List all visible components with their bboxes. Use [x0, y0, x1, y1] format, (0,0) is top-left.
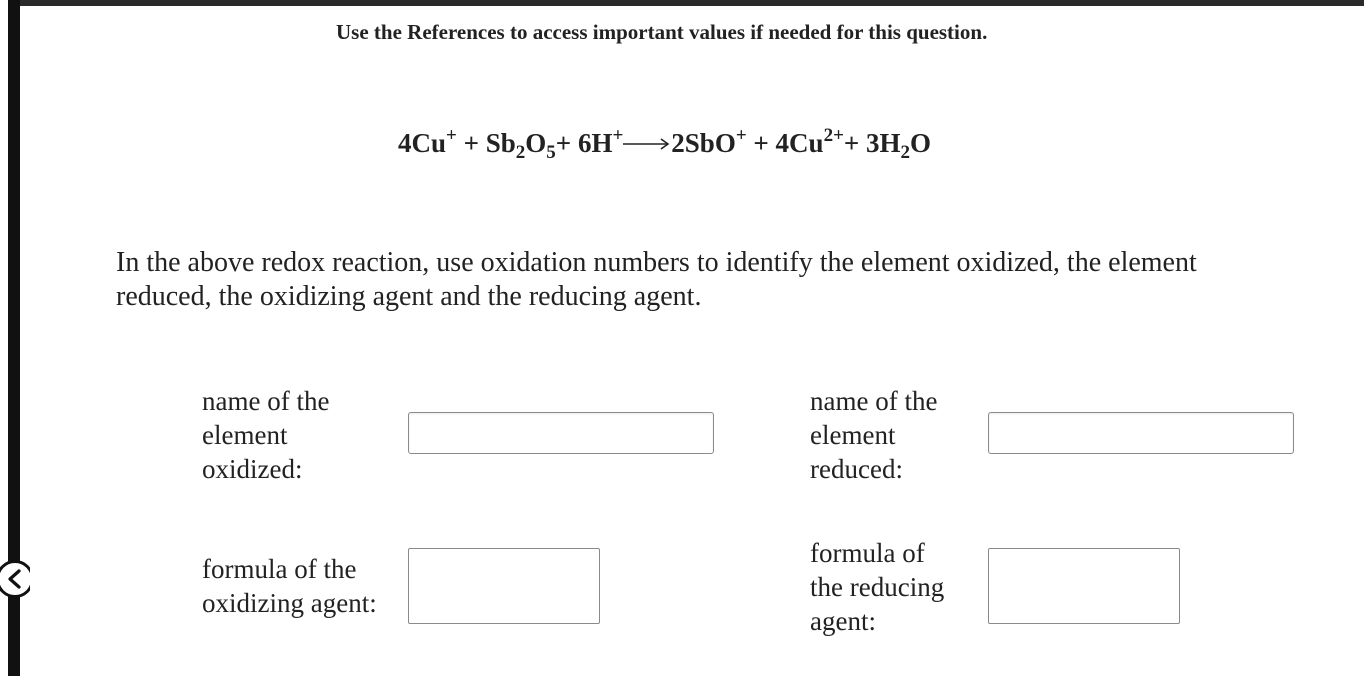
product-o: O	[910, 128, 932, 158]
collapse-toggle-button[interactable]	[0, 560, 34, 598]
redox-equation	[398, 125, 932, 163]
question-panel	[30, 6, 1364, 676]
product-sbo: 2SbO	[671, 128, 736, 158]
reactant-cu-charge: +	[446, 125, 457, 146]
references-prefix: Use the	[336, 20, 402, 44]
element-oxidized-input[interactable]	[408, 412, 714, 454]
plus-sign: +	[753, 128, 769, 158]
reactant-sb: Sb	[485, 128, 516, 158]
reactant-cu: 4Cu	[398, 128, 447, 158]
product-cu: 4Cu	[775, 128, 824, 158]
element-reduced-label: name of the element reduced:	[810, 386, 938, 484]
reducing-agent-label: formula of the reducing agent:	[810, 538, 945, 636]
reaction-arrow-icon	[623, 137, 671, 151]
question-instructions: In the above redox reaction, use oxidation numbers to identify the element oxidized, the element reduced, the oxidizing agent and the reducing agent.	[116, 247, 1197, 312]
plus-sign: +	[843, 128, 860, 158]
oxidizing-agent-input[interactable]	[408, 548, 600, 624]
reactant-h: 6H	[577, 128, 613, 158]
references-link[interactable]: References	[407, 20, 505, 44]
product-h-subscript: 2	[900, 142, 911, 163]
reactant-h-charge: +	[612, 125, 624, 146]
product-cu-charge: 2+	[823, 125, 844, 146]
reactant-o-subscript: 5	[546, 142, 556, 163]
element-reduced-input[interactable]	[988, 412, 1294, 454]
product-sbo-charge: +	[735, 125, 747, 146]
product-h: 3H	[866, 128, 901, 158]
references-suffix: to access important values if needed for this question.	[509, 20, 988, 44]
chevron-left-icon	[7, 569, 23, 589]
reducing-agent-input[interactable]	[988, 548, 1180, 624]
reactant-sb-subscript: 2	[515, 142, 526, 163]
reactant-o: O	[525, 128, 547, 158]
element-oxidized-label: name of the element oxidized:	[202, 386, 330, 484]
plus-sign: +	[555, 128, 572, 158]
oxidizing-agent-label: formula of the oxidizing agent:	[202, 554, 377, 618]
plus-sign: +	[463, 128, 479, 158]
references-note	[336, 20, 987, 45]
